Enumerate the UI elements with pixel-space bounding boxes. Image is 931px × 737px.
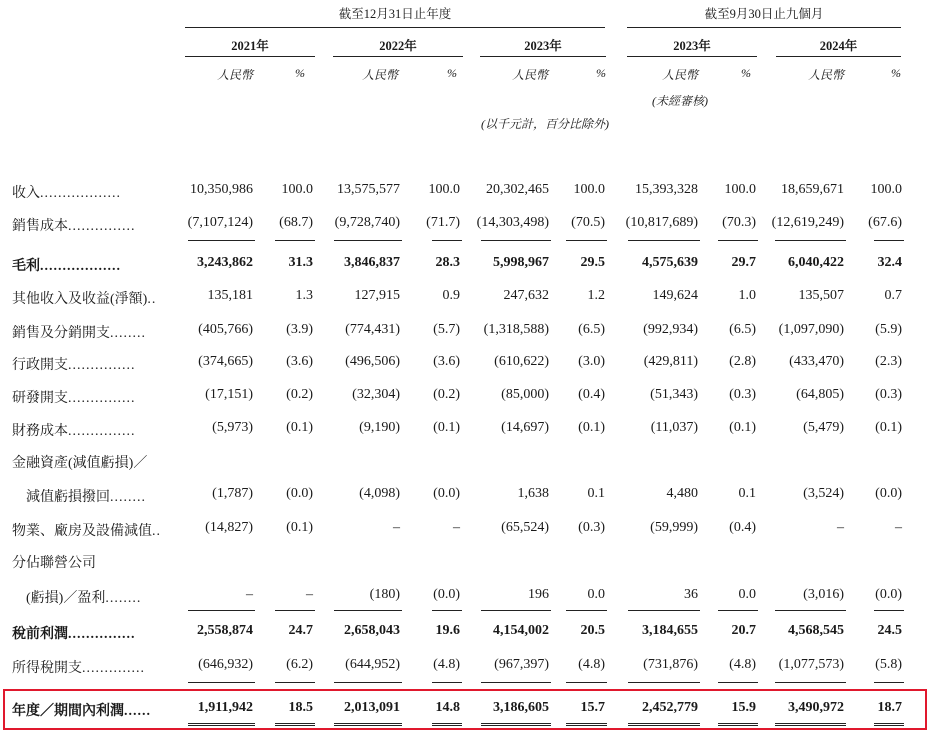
amount-cell: (374,665) xyxy=(198,354,253,369)
row-leader-dots: ........ xyxy=(110,326,146,341)
row-label-text: 分佔聯營公司 xyxy=(12,556,96,571)
amount-cell: (646,932) xyxy=(198,657,253,672)
percent-cell: 100.0 xyxy=(870,182,902,197)
percent-cell: 0.1 xyxy=(738,486,756,501)
row-label-text: 銷售及分銷開支 xyxy=(12,326,110,341)
amount-cell: 15,393,328 xyxy=(635,182,698,197)
percent-cell: (5.7) xyxy=(433,322,460,337)
period-group-label: 截至12月31日止年度 xyxy=(338,7,452,21)
percent-cell: 32.4 xyxy=(877,255,902,270)
percent-cell: (2.3) xyxy=(875,354,902,369)
amount-cell: (10,817,689) xyxy=(625,215,698,230)
row-label-text: 其他收入及收益(淨額) xyxy=(12,292,148,307)
amount-cell: 18,659,671 xyxy=(781,182,844,197)
row-leader-dots: .. xyxy=(147,292,157,307)
percent-cell: 20.7 xyxy=(731,623,756,638)
amount-cell: (967,397) xyxy=(494,657,549,672)
percent-cell: 20.5 xyxy=(580,623,605,638)
row-label-text: 財務成本 xyxy=(12,424,68,439)
amount-cell: 196 xyxy=(528,587,549,602)
percent-cell: 24.7 xyxy=(288,623,313,638)
row-label-text: 銷售成本 xyxy=(12,219,68,234)
row-label-text: 稅前利潤 xyxy=(12,627,68,642)
percent-cell: (0.0) xyxy=(286,486,313,501)
amount-cell: 3,490,972 xyxy=(788,700,844,715)
percent-cell: (0.0) xyxy=(433,486,460,501)
percent-cell: 24.5 xyxy=(877,623,902,638)
row-label-text: 所得稅開支 xyxy=(12,661,82,676)
percent-cell: (70.5) xyxy=(571,215,605,230)
unaudited-note: (未經審核) xyxy=(652,94,708,108)
column-underline xyxy=(432,610,462,611)
percent-cell: (6.5) xyxy=(729,322,756,337)
row-leader-dots: ........ xyxy=(110,490,146,505)
amount-cell: (65,524) xyxy=(501,520,549,535)
column-underline xyxy=(334,682,402,683)
period-group-label: 截至9月30日止九個月 xyxy=(704,7,824,21)
percent-cell: 100.0 xyxy=(573,182,605,197)
year-underline xyxy=(185,56,315,57)
percent-cell: 1.0 xyxy=(738,288,756,303)
row-label xyxy=(12,452,147,472)
amount-cell: (731,876) xyxy=(643,657,698,672)
amount-cell: (5,973) xyxy=(212,420,253,435)
amount-cell: (180) xyxy=(369,587,400,602)
amount-cell: (32,304) xyxy=(352,387,400,402)
amount-cell: 127,915 xyxy=(354,288,400,303)
amount-cell: 135,507 xyxy=(798,288,844,303)
row-label-text: 毛利 xyxy=(12,259,40,274)
column-underline xyxy=(566,240,607,241)
currency-label: 人民幣 xyxy=(216,68,253,82)
year-label: 2022年 xyxy=(379,39,417,53)
amount-cell: 1,911,942 xyxy=(197,700,253,715)
percent-cell: (0.3) xyxy=(729,387,756,402)
group-underline xyxy=(185,27,605,28)
percent-cell: (4.8) xyxy=(433,657,460,672)
amount-cell: (3,016) xyxy=(803,587,844,602)
percent-cell: (68.7) xyxy=(279,215,313,230)
column-underline xyxy=(874,240,904,241)
column-underline xyxy=(432,682,462,683)
row-leader-dots: ........ xyxy=(105,591,142,606)
column-underline xyxy=(188,240,255,241)
column-underline xyxy=(566,682,607,683)
row-leader-dots: .. xyxy=(152,524,161,539)
percent-cell: 0.0 xyxy=(738,587,756,602)
percent-cell: (67.6) xyxy=(868,215,902,230)
row-label xyxy=(12,255,121,275)
amount-cell: 36 xyxy=(684,587,698,602)
row-label xyxy=(12,520,161,540)
column-underline xyxy=(275,682,315,683)
amount-cell: 2,452,779 xyxy=(642,700,698,715)
amount-cell: 2,013,091 xyxy=(344,700,400,715)
row-label-text: (虧損)／盈利 xyxy=(12,591,106,606)
row-leader-dots: .................. xyxy=(40,259,121,274)
percent-cell: (3.0) xyxy=(578,354,605,369)
amount-cell: 4,480 xyxy=(666,486,698,501)
column-underline xyxy=(481,240,551,241)
percent-cell: 100.0 xyxy=(724,182,756,197)
percent-cell: 15.9 xyxy=(731,700,756,715)
column-underline xyxy=(188,682,255,683)
year-underline xyxy=(480,56,606,57)
percent-cell: 1.2 xyxy=(587,288,605,303)
amount-cell: 3,184,655 xyxy=(642,623,698,638)
percent-cell: 15.7 xyxy=(580,700,605,715)
row-label xyxy=(12,486,146,506)
row-leader-dots: ............... xyxy=(68,219,136,234)
amount-cell: (11,037) xyxy=(650,420,698,435)
units-note: (以千元計，百分比除外) xyxy=(481,117,609,131)
row-label xyxy=(12,322,146,342)
column-underline xyxy=(334,240,402,241)
row-leader-dots: ............... xyxy=(68,424,136,439)
amount-cell: (433,470) xyxy=(789,354,844,369)
column-underline xyxy=(334,610,402,611)
amount-cell: (405,766) xyxy=(198,322,253,337)
percent-cell: – xyxy=(895,520,902,535)
amount-cell: 13,575,577 xyxy=(337,182,400,197)
amount-cell: 2,658,043 xyxy=(344,623,400,638)
amount-cell: 1,638 xyxy=(517,486,549,501)
currency-label: 人民幣 xyxy=(511,68,548,82)
amount-cell: (496,506) xyxy=(345,354,400,369)
row-label xyxy=(12,552,96,572)
percent-cell: 14.8 xyxy=(435,700,460,715)
row-leader-dots: .............. xyxy=(82,661,145,676)
percent-cell: (71.7) xyxy=(426,215,460,230)
percent-label: % xyxy=(596,66,606,80)
amount-cell: (5,479) xyxy=(803,420,844,435)
year-underline xyxy=(776,56,901,57)
row-label xyxy=(12,182,121,202)
column-underline xyxy=(275,610,315,611)
group-underline xyxy=(627,27,901,28)
percent-cell: – xyxy=(453,520,460,535)
amount-cell: 3,846,837 xyxy=(344,255,400,270)
column-underline xyxy=(718,682,758,683)
amount-cell: (9,728,740) xyxy=(334,215,400,230)
percent-cell: (3.6) xyxy=(433,354,460,369)
percent-cell: (0.1) xyxy=(875,420,902,435)
percent-cell: (0.2) xyxy=(286,387,313,402)
percent-cell: (6.2) xyxy=(286,657,313,672)
column-underline xyxy=(481,610,551,611)
amount-cell: 4,575,639 xyxy=(642,255,698,270)
amount-cell: (774,431) xyxy=(345,322,400,337)
column-underline xyxy=(874,610,904,611)
row-label xyxy=(12,354,136,374)
column-underline xyxy=(628,240,700,241)
column-underline xyxy=(775,610,846,611)
year-label: 2023年 xyxy=(673,39,711,53)
currency-label: 人民幣 xyxy=(361,68,398,82)
amount-cell: (1,097,090) xyxy=(778,322,844,337)
amount-cell: 20,302,465 xyxy=(486,182,549,197)
column-underline xyxy=(775,240,846,241)
amount-cell: (7,107,124) xyxy=(187,215,253,230)
column-underline xyxy=(275,240,315,241)
amount-cell: 4,154,002 xyxy=(493,623,549,638)
year-underline xyxy=(333,56,463,57)
percent-cell: (2.8) xyxy=(729,354,756,369)
percent-cell: (3.9) xyxy=(286,322,313,337)
row-label xyxy=(12,215,136,235)
percent-cell: 0.7 xyxy=(884,288,902,303)
row-leader-dots: .................. xyxy=(40,186,121,201)
percent-cell: 29.5 xyxy=(580,255,605,270)
percent-cell: (4.8) xyxy=(578,657,605,672)
row-label-text: 收入 xyxy=(12,186,40,201)
currency-label: 人民幣 xyxy=(807,68,844,82)
percent-cell: (4.8) xyxy=(729,657,756,672)
percent-cell: (0.4) xyxy=(729,520,756,535)
percent-cell: 100.0 xyxy=(428,182,460,197)
row-label xyxy=(12,387,136,407)
percent-cell: (5.9) xyxy=(875,322,902,337)
column-underline xyxy=(775,682,846,683)
amount-cell: (610,622) xyxy=(494,354,549,369)
row-label xyxy=(12,288,156,308)
row-label xyxy=(12,657,145,677)
percent-cell: 0.0 xyxy=(587,587,605,602)
row-leader-dots: ............... xyxy=(68,627,136,642)
percent-cell: 31.3 xyxy=(288,255,313,270)
year-label: 2021年 xyxy=(231,39,269,53)
percent-cell: 0.9 xyxy=(442,288,460,303)
percent-cell: (0.1) xyxy=(578,420,605,435)
amount-cell: (644,952) xyxy=(345,657,400,672)
amount-cell: 3,186,605 xyxy=(493,700,549,715)
amount-cell: (59,999) xyxy=(650,520,698,535)
row-leader-dots: ............... xyxy=(68,391,136,406)
percent-cell: 0.1 xyxy=(587,486,605,501)
column-underline xyxy=(874,682,904,683)
row-label xyxy=(12,420,136,440)
amount-cell: – xyxy=(246,587,253,602)
percent-cell: (70.3) xyxy=(722,215,756,230)
percent-label: % xyxy=(741,66,751,80)
amount-cell: (64,805) xyxy=(796,387,844,402)
amount-cell: (85,000) xyxy=(501,387,549,402)
percent-cell: 100.0 xyxy=(281,182,313,197)
row-label-text: 金融資產(減值虧損)／ xyxy=(12,456,148,471)
amount-cell: (14,827) xyxy=(205,520,253,535)
amount-cell: (1,318,588) xyxy=(483,322,549,337)
year-label: 2023年 xyxy=(524,39,562,53)
row-label-text: 年度／期間內利潤 xyxy=(12,704,124,719)
amount-cell: 149,624 xyxy=(652,288,698,303)
percent-cell: (0.1) xyxy=(286,420,313,435)
row-label-text: 行政開支 xyxy=(12,358,68,373)
row-label xyxy=(12,587,141,607)
column-underline xyxy=(188,610,255,611)
percent-cell: 19.6 xyxy=(435,623,460,638)
profit-row-highlight xyxy=(3,689,927,730)
amount-cell: (3,524) xyxy=(803,486,844,501)
row-label-text: 減值虧損撥回 xyxy=(12,490,110,505)
currency-label: 人民幣 xyxy=(661,68,698,82)
amount-cell: 2,558,874 xyxy=(197,623,253,638)
amount-cell: 6,040,422 xyxy=(788,255,844,270)
percent-cell: – xyxy=(306,587,313,602)
percent-cell: 1.3 xyxy=(295,288,313,303)
amount-cell: – xyxy=(837,520,844,535)
column-underline xyxy=(628,682,700,683)
amount-cell: (51,343) xyxy=(650,387,698,402)
amount-cell: (12,619,249) xyxy=(771,215,844,230)
percent-cell: (0.0) xyxy=(875,587,902,602)
column-underline xyxy=(718,240,758,241)
column-underline xyxy=(718,610,758,611)
percent-cell: (0.3) xyxy=(875,387,902,402)
percent-label: % xyxy=(447,66,457,80)
percent-label: % xyxy=(295,66,305,80)
year-label: 2024年 xyxy=(819,39,858,53)
percent-cell: 18.7 xyxy=(877,700,902,715)
amount-cell: – xyxy=(393,520,400,535)
row-leader-dots: ............... xyxy=(68,358,136,373)
amount-cell: (429,811) xyxy=(643,354,698,369)
percent-cell: (0.1) xyxy=(729,420,756,435)
percent-cell: (0.0) xyxy=(433,587,460,602)
percent-cell: (0.2) xyxy=(433,387,460,402)
percent-cell: (0.1) xyxy=(286,520,313,535)
amount-cell: 3,243,862 xyxy=(197,255,253,270)
amount-cell: (1,077,573) xyxy=(778,657,844,672)
amount-cell: (14,303,498) xyxy=(476,215,549,230)
row-label-text: 物業、廠房及設備減值 xyxy=(12,524,152,539)
percent-cell: (0.0) xyxy=(875,486,902,501)
amount-cell: (992,934) xyxy=(643,322,698,337)
row-label xyxy=(12,623,136,643)
amount-cell: 135,181 xyxy=(207,288,253,303)
percent-cell: (0.4) xyxy=(578,387,605,402)
percent-cell: (5.8) xyxy=(875,657,902,672)
amount-cell: 4,568,545 xyxy=(788,623,844,638)
amount-cell: 5,998,967 xyxy=(493,255,549,270)
amount-cell: (9,190) xyxy=(359,420,400,435)
column-underline xyxy=(481,682,551,683)
amount-cell: (17,151) xyxy=(205,387,253,402)
percent-cell: 18.5 xyxy=(288,700,313,715)
amount-cell: (1,787) xyxy=(212,486,253,501)
percent-label: % xyxy=(891,66,901,80)
row-leader-dots: ...... xyxy=(124,704,151,719)
year-underline xyxy=(627,56,757,57)
percent-cell: 28.3 xyxy=(435,255,460,270)
amount-cell: 247,632 xyxy=(503,288,549,303)
column-underline xyxy=(628,610,700,611)
amount-cell: (14,697) xyxy=(501,420,549,435)
row-label-text: 研發開支 xyxy=(12,391,68,406)
percent-cell: (3.6) xyxy=(286,354,313,369)
amount-cell: 10,350,986 xyxy=(190,182,253,197)
percent-cell: 29.7 xyxy=(731,255,756,270)
percent-cell: (0.3) xyxy=(578,520,605,535)
column-underline xyxy=(566,610,607,611)
percent-cell: (6.5) xyxy=(578,322,605,337)
percent-cell: (0.1) xyxy=(433,420,460,435)
amount-cell: (4,098) xyxy=(359,486,400,501)
column-underline xyxy=(432,240,462,241)
